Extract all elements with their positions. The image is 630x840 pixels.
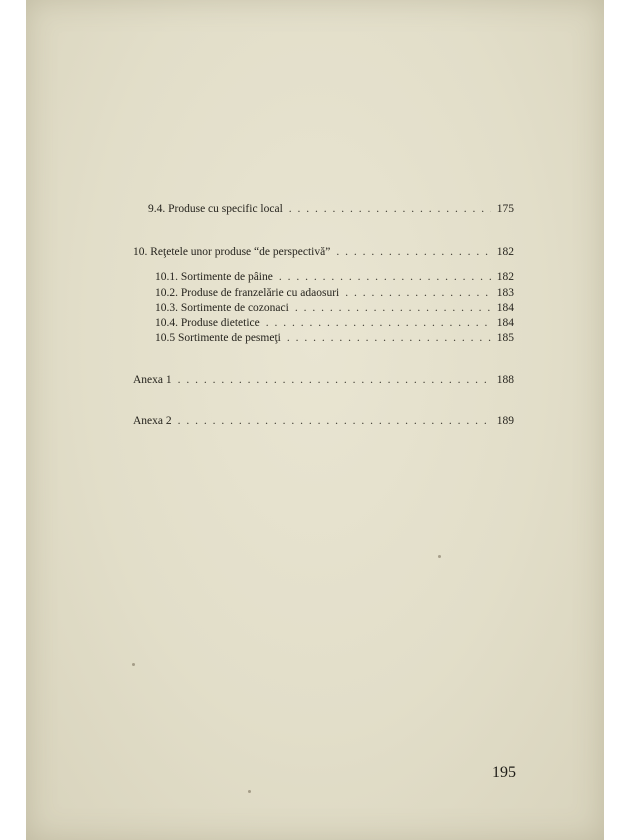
toc-entry-label: 10. Reţetele unor produse “de perspectivă” xyxy=(133,246,331,258)
toc-entry-page: 189 xyxy=(496,415,514,427)
toc-entry-label: 10.5 Sortimente de pesmeţi xyxy=(155,332,281,344)
dot-leader xyxy=(178,414,491,428)
toc-entry-9-4 xyxy=(148,202,514,216)
toc-entry-10-4 xyxy=(155,316,514,330)
dot-leader xyxy=(266,316,491,330)
toc-entry-10-3 xyxy=(155,301,514,315)
toc-entry-anexa-1 xyxy=(133,373,514,387)
dot-leader xyxy=(287,331,491,345)
toc-entry-page: 182 xyxy=(496,246,514,258)
toc-entry-page: 184 xyxy=(496,302,514,314)
toc-entry-label: 9.4. Produse cu specific local xyxy=(148,203,283,215)
toc-entry-10-1 xyxy=(155,270,514,284)
paper-speck xyxy=(132,663,135,666)
toc-entry-page: 185 xyxy=(496,332,514,344)
paper-speck xyxy=(438,555,441,558)
toc-entry-page: 175 xyxy=(496,203,514,215)
toc-entry-label: 10.1. Sortimente de pâine xyxy=(155,271,273,283)
dot-leader xyxy=(178,373,491,387)
toc-entry-10-5 xyxy=(155,331,514,345)
toc-entry-anexa-2 xyxy=(133,414,514,428)
dot-leader xyxy=(336,245,490,259)
toc-entry-page: 188 xyxy=(496,374,514,386)
dot-leader xyxy=(279,270,491,284)
page-number: 195 xyxy=(492,764,516,781)
toc-entry-label: Anexa 1 xyxy=(133,374,172,386)
toc-entry-page: 183 xyxy=(496,287,514,299)
paper-speck xyxy=(248,790,251,793)
toc-entry-10-2 xyxy=(155,286,514,300)
toc-entry-label: 10.2. Produse de franzelărie cu adaosuri xyxy=(155,287,340,299)
toc-entry-label: Anexa 2 xyxy=(133,415,172,427)
toc-entry-page: 184 xyxy=(496,317,514,329)
toc-entry-page: 182 xyxy=(496,271,514,283)
dot-leader xyxy=(345,286,491,300)
dot-leader xyxy=(295,301,491,315)
dot-leader xyxy=(289,202,491,216)
toc-entry-label: 10.4. Produse dietetice xyxy=(155,317,260,329)
toc-entry-label: 10.3. Sortimente de cozonaci xyxy=(155,302,289,314)
toc-entry-10 xyxy=(133,245,514,259)
